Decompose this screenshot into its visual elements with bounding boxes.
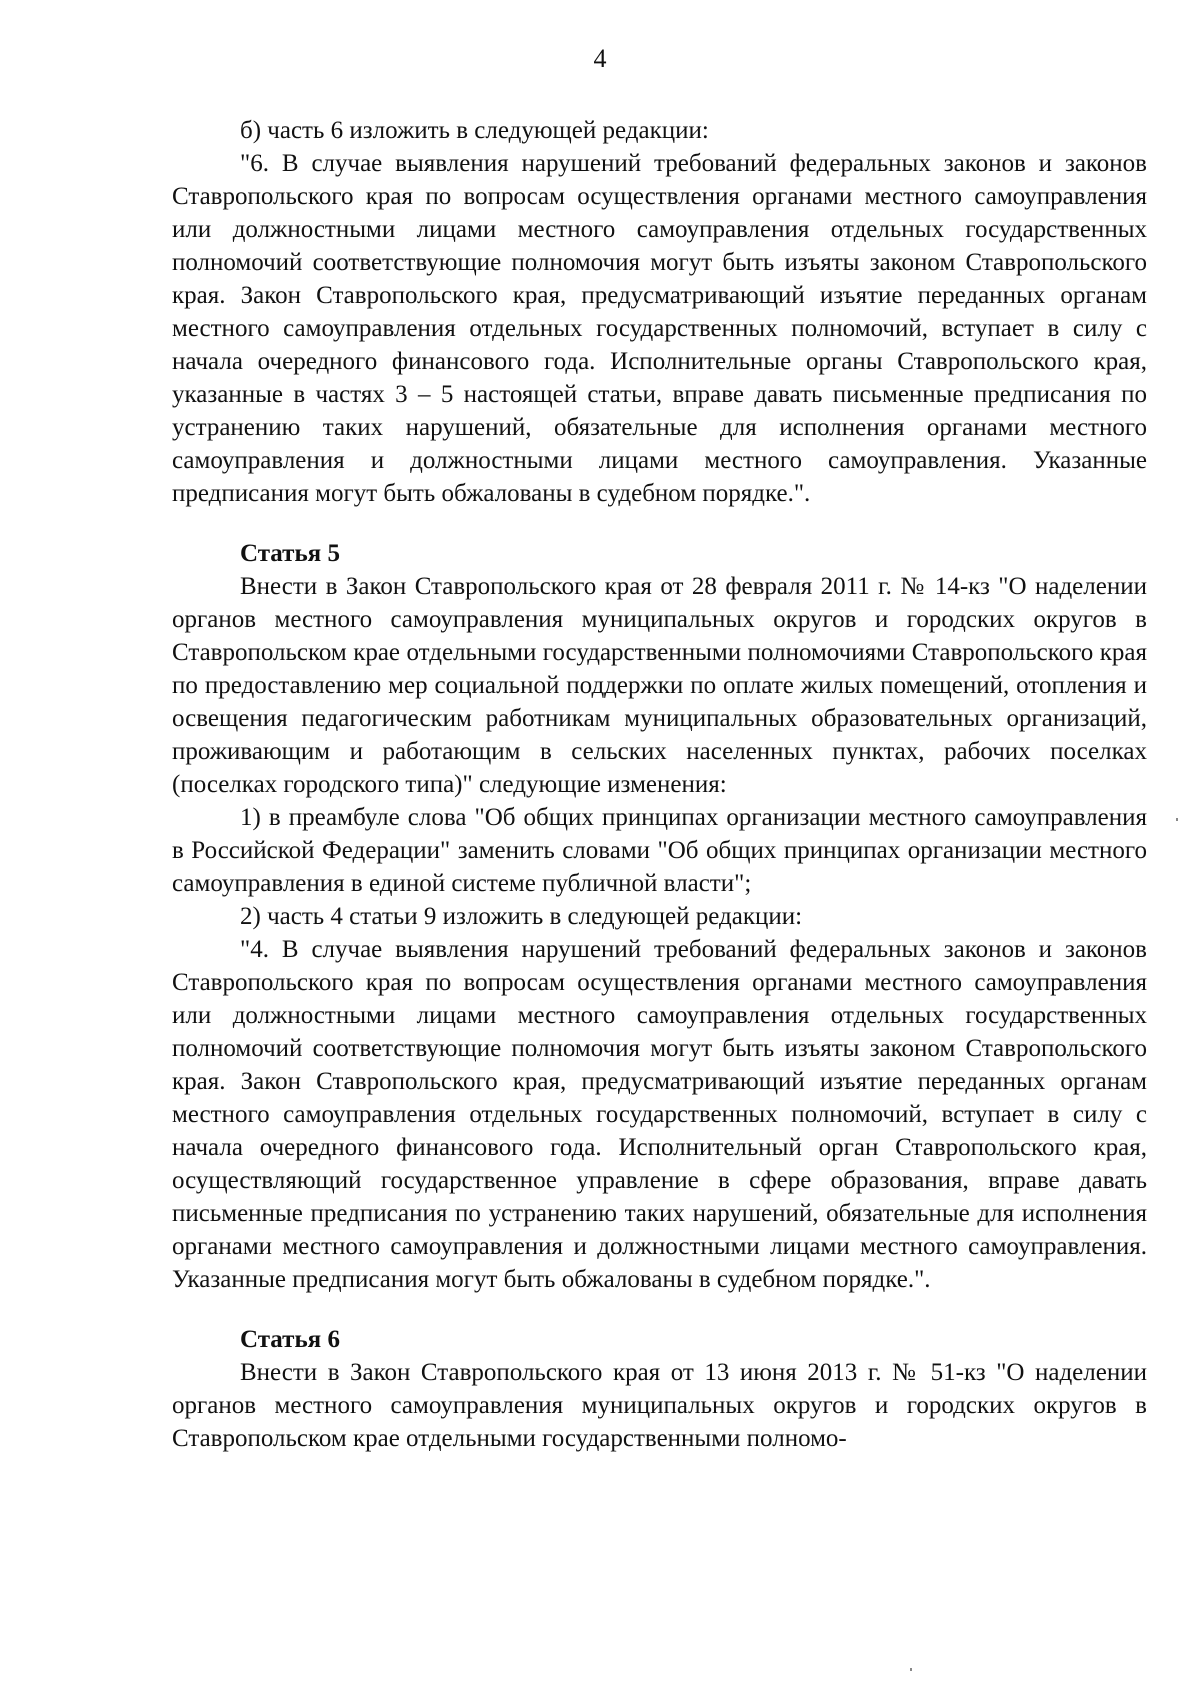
paragraph: б) часть 6 изложить в следующей редакции: [240,117,709,144]
paragraph: 1) в преамбуле слова "Об общих принципах организации местного самоуправления в Российской Федерации" заменить словами "Об общих принципах организации местного самоуправления в единой системе публичной власти"; [172,804,1147,897]
article-heading: Статья 5 [240,540,340,567]
paragraph: "4. В случае выявления нарушений требований федеральных законов и законов Ставропольского края по вопросам осуществления органами местного самоуправления или должностными лицами местного самоуправления отдельных государственных полномочий соответствующие полномочия могут быть изъяты законом Ставропольского края. Закон Ставропольского края, предусматривающий изъятие переданных органам местного самоуправления отдельных государственных полномочий, вступает в силу с начала очередного финансового года. Исполнительный орган Ставропольского края, осуществляющий государственное управление в сфере образования, вправе давать письменные предписания по устранению таких нарушений, обязательные для исполнения органами местного самоуправления и должностными лицами местного самоуправления. Указанные предписания могут быть обжалованы в судебном порядке.". [172,936,1147,1293]
scan-speck [1176,818,1178,821]
paragraph: 2) часть 4 статьи 9 изложить в следующей редакции: [240,903,803,930]
document-body [172,114,1147,1455]
paragraph: Внести в Закон Ставропольского края от 13 июня 2013 г. № 51-кз "О наделении органов местного самоуправления муниципальных округов и городских округов в Ставропольском крае отдельными государственными полномо- [172,1359,1147,1452]
scan-speck [910,1668,912,1671]
paragraph: "6. В случае выявления нарушений требований федеральных законов и законов Ставропольского края по вопросам осуществления органами местного самоуправления или должностными лицами местного самоуправления отдельных государственных полномочий соответствующие полномочия могут быть изъяты законом Ставропольского края. Закон Ставропольского края, предусматривающий изъятие переданных органам местного самоуправления отдельных государственных полномочий, вступает в силу с начала очередного финансового года. Исполнительные органы Ставропольского края, указанные в частях 3 – 5 настоящей статьи, вправе давать письменные предписания по устранению таких нарушений, обязательные для исполнения органами местного самоуправления и должностными лицами местного самоуправления. Указанные предписания могут быть обжалованы в судебном порядке.". [172,150,1147,507]
paragraph: Внести в Закон Ставропольского края от 28 февраля 2011 г. № 14-кз "О наделении органов местного самоуправления муниципальных округов и городских округов в Ставропольском крае отдельными государственными полномочиями Ставропольского края по предоставлению мер социальной поддержки по оплате жилых помещений, отопления и освещения педагогическим работникам муниципальных образовательных организаций, проживающим и работающим в сельских населенных пунктах, рабочих поселках (поселках городского типа)" следующие изменения: [172,573,1147,798]
page-number: 4 [593,44,607,73]
article-heading: Статья 6 [240,1326,340,1353]
